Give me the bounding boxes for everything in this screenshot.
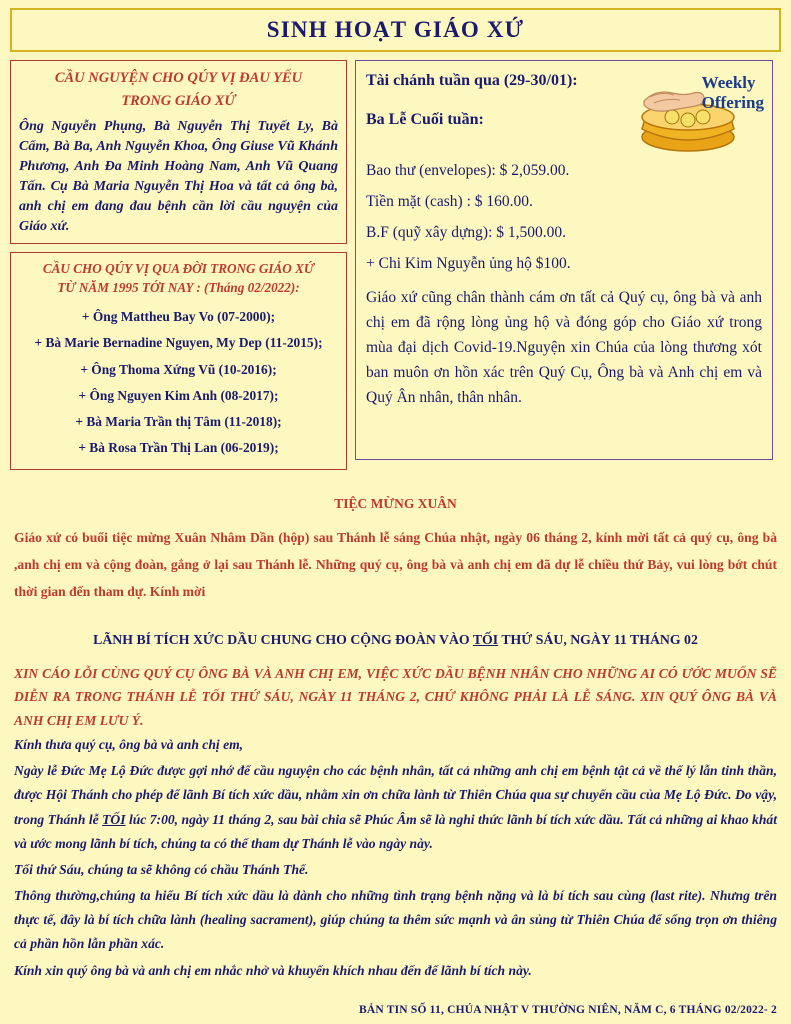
anointing-para1-part-b: lúc 7:00, ngày 11 tháng 2, sau bài chia sẽ Phúc Âm sẽ là nghi thức lãnh bí tích xức dầu. Tất cả những ai khao khát và ước mong lãnh bí tích, chúng ta có thể tham dự Thánh lễ vào ngày này. [14,811,777,851]
page-title: SINH HOẠT GIÁO XỨ [266,17,525,42]
finance-box [355,60,773,460]
anointing-title-before: LÃNH BÍ TÍCH XỨC DẦU CHUNG CHO CỘNG ĐOÀN VÀO [93,631,473,647]
finance-heading: Tài chánh tuần qua (29-30/01): [366,72,578,89]
prayer-for-deceased-title: CẦU CHO QÚY VỊ QUA ĐỜI TRONG GIÁO XỨ [42,260,315,276]
weekly-offering-graphic [636,67,766,155]
finance-subheading: Ba Lễ Cuối tuần: [366,111,484,128]
anointing-paragraph-2: Tối thứ Sáu, chúng ta sẽ không có chầu Thánh Thể. [14,861,309,877]
left-column [10,60,347,470]
list-item: + Ông Nguyen Kim Anh (08-2017); [78,387,279,403]
deceased-list [19,304,338,461]
anointing-para1-underlined: TỐI [102,811,126,827]
list-item: + Ông Mattheu Bay Vo (07-2000); [81,309,276,325]
anointing-title-underlined: TỐI [472,631,499,647]
anointing-paragraph-3: Thông thường,chúng ta hiểu Bí tích xức dầu là dành cho những tình trạng bệnh nặng và là bí tích sau cùng (last rite). Nhưng trên thực tế, đây là bí tích chữa lành (healing sacrament), giúp chúng ta thêm sức mạnh và ân sủng từ Thiên Chúa để sống trọn ơn thiêng cả phần hồn lẫn phần xác. [14,888,777,952]
offering-graphic-text [702,73,764,112]
list-item: + Bà Maria Trần thị Tâm (11-2018); [75,413,282,429]
tet-section-body: Giáo xứ có buổi tiệc mừng Xuân Nhâm Dần (hộp) sau Thánh lễ sáng Chúa nhật, ngày 06 tháng 2, kính mời tất cả quý cụ, ông bà ,anh chị em và cộng đoàn, gắng ở lại sau Thánh lễ. Những quý cụ, ông bà và anh chị em đã dự lễ chiều thứ Bảy, vui lòng bớt chút thời gian đến tham dự. Kính mời [14,530,777,600]
tet-section-title: TIỆC MỪNG XUÂN [334,496,457,512]
finance-line: B.F (quỹ xây dựng): $ 1,500.00. [366,224,566,241]
finance-line: + Chi Kim Nguyễn ủng hộ $100. [366,255,571,272]
finance-line: Bao thư (envelopes): $ 2,059.00. [366,162,570,179]
prayer-for-sick-names: Ông Nguyễn Phụng, Bà Nguyễn Thị Tuyết Ly, Bà Cẩm, Bà Ba, Anh Nguyễn Khoa, Ông Giuse Vũ Khánh Phương, Anh Đa Minh Hoàng Nam, Anh Vũ Quang Tấn. Cụ Bà Maria Nguyễn Thị Hoa và tất cả ông bà, anh chị em đang đau bệnh cần lời cầu nguyện của Giáo xứ. [19,119,338,234]
list-item: + Bà Marie Bernadine Nguyen, My Dep (11-2015); [34,335,323,351]
finance-line: Tiền mặt (cash) : $ 160.00. [366,193,533,210]
prayer-for-sick-box [10,60,347,244]
prayer-for-sick-title-line2: TRONG GIÁO XỨ [121,93,236,110]
top-columns [10,60,781,470]
prayer-for-sick-title-line1: CẦU NGUYỆN CHO QÚY VỊ ĐAU YẾU [54,70,303,86]
anointing-apology-notice: XIN CÁO LỖI CÙNG QUÝ CỤ ÔNG BÀ VÀ ANH CHỊ EM, VIỆC XỨC DẦU BỆNH NHÂN CHO NHỮNG AI CÓ ƯỚC MUỐN SẼ DIỄN RA TRONG THÁNH LỄ TỐI THỨ SÁU, NGÀY 11 THÁNG 2, CHỨ KHÔNG PHẢI LÀ LỄ SÁNG. XIN QUÝ ÔNG BÀ VÀ ANH CHỊ EM LƯU Ý. [14,665,777,729]
prayer-for-deceased-box [10,252,347,470]
page-footer: BẢN TIN SỐ 11, CHÚA NHẬT V THƯỜNG NIÊN, NĂM C, 6 THÁNG 02/2022- 2 [358,1004,777,1016]
finance-thanks-paragraph: Giáo xứ cũng chân thành cám ơn tất cả Quý cụ, ông bà và anh chị em đã rộng lòng ủng hộ và đóng góp cho Giáo xứ trong mùa đại dịch Covid-19.Nguyện xin Chúa của lòng thương xót ban muôn ơn hồn xác trên Quý Cụ, Ông bà và Anh chị em và Quý Ân nhân, thân nhân. [366,289,762,407]
anointing-paragraph-4: Kính xin quý ông bà và anh chị em nhắc nhở và khuyến khích nhau đến để lãnh bí tích này. [14,962,532,978]
offering-graphic-line2: Offering [701,92,764,112]
right-column [355,60,773,460]
anointing-body [10,733,781,983]
anointing-section-title [10,632,781,648]
offering-graphic-line1: Weekly [701,73,756,92]
list-item: + Ông Thoma Xứng Vũ (10-2016); [80,361,277,377]
anointing-paragraph-1 [14,759,777,856]
anointing-title-after: THỨ SÁU, NGÀY 11 THÁNG 02 [498,631,698,647]
anointing-para1-part-a: Ngày lễ Đức Mẹ Lộ Đức được gợi nhớ để cầu nguyện cho các bệnh nhân, tất cả những anh chị em bệnh tật cả về thể lý lẫn tinh thần, được Hội Thánh cho phép để lãnh Bí tích xức dầu, nhằm xin ơn chữa lành từ Thiên Chúa qua sự chuyển cầu của Mẹ Lộ Đức. Do vậy, trong Thánh lễ [14,763,777,827]
list-item: + Bà Rosa Trần Thị Lan (06-2019); [78,439,279,455]
anointing-greeting: Kính thưa quý cụ, ông bà và anh chị em, [14,736,244,752]
prayer-for-deceased-subtitle: TỪ NĂM 1995 TỚI NAY : (Tháng 02/2022): [57,280,300,296]
finance-lines [366,155,762,279]
page-header [10,8,781,52]
